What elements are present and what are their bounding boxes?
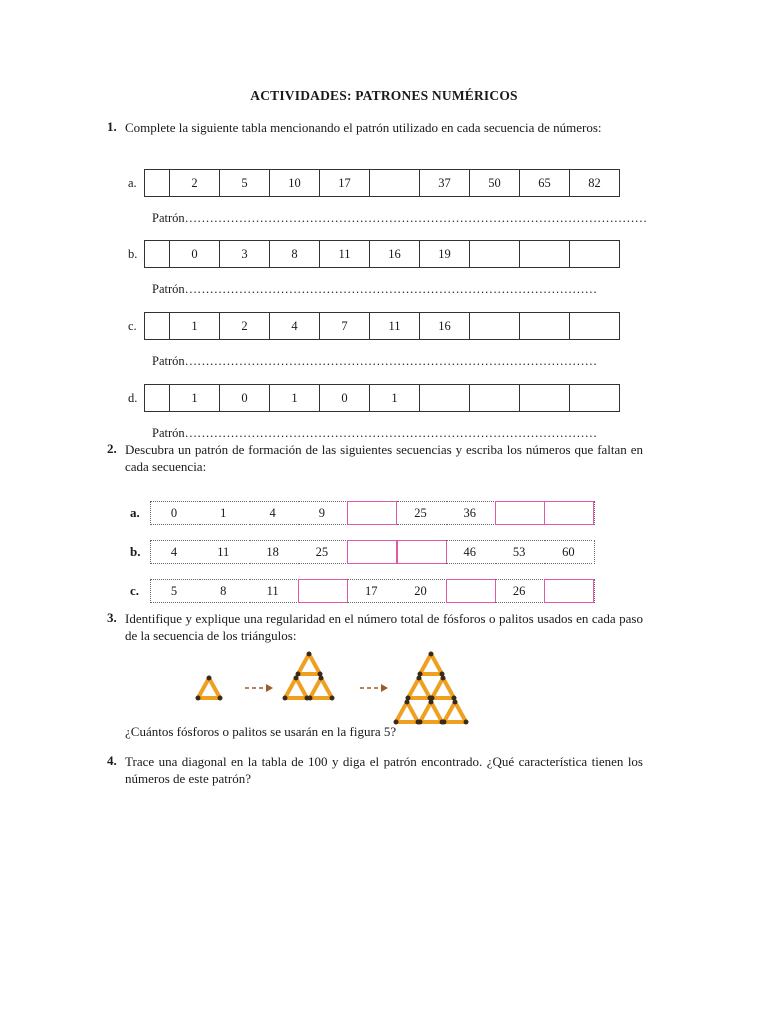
answer-box[interactable] xyxy=(347,540,397,564)
table-cell: 19 xyxy=(420,241,470,268)
row-border xyxy=(150,540,151,564)
sequence-label: a. xyxy=(130,505,140,520)
table-cell-blank xyxy=(145,385,170,412)
row-border xyxy=(150,579,151,603)
question-1-text: Complete la siguiente tabla mencionando el patrón utilizado en cada secuencia de números: xyxy=(125,120,602,135)
sequence-number: 46 xyxy=(446,540,494,564)
sequence-number: 26 xyxy=(495,579,543,603)
sequence-label: a. xyxy=(128,176,137,190)
dotted-line: ……………………………………………………………………………………… xyxy=(184,354,598,368)
sequence-number: 25 xyxy=(298,540,346,564)
question-1-number: 1. xyxy=(107,119,117,134)
table-cell-blank[interactable] xyxy=(520,385,570,412)
answer-box[interactable] xyxy=(544,501,594,525)
sequence-number: 8 xyxy=(199,579,247,603)
table-cell: 0 xyxy=(220,385,270,412)
table-cell-blank[interactable] xyxy=(470,241,520,268)
sequence-number: 0 xyxy=(150,501,198,525)
sequence-label: c. xyxy=(128,319,137,333)
sequence-label: c. xyxy=(130,583,140,598)
sequence-label: d. xyxy=(128,391,138,405)
dotted-line: ……………………………………………………………………………………… xyxy=(184,282,598,296)
table-cell: 5 xyxy=(220,170,270,197)
answer-box[interactable] xyxy=(397,540,447,564)
sequence-number: 4 xyxy=(150,540,198,564)
table-cell: 16 xyxy=(420,313,470,340)
question-2-number: 2. xyxy=(107,441,117,456)
table-cell: 50 xyxy=(470,170,520,197)
sequence-number: 11 xyxy=(199,540,247,564)
sequence-number: 20 xyxy=(397,579,445,603)
table-cell-blank[interactable] xyxy=(520,241,570,268)
table-cell: 1 xyxy=(170,313,220,340)
sequence-label: b. xyxy=(128,247,138,261)
table-cell: 17 xyxy=(320,170,370,197)
row-border xyxy=(594,579,595,603)
patron-label: Patrón xyxy=(152,426,185,440)
table-cell: 1 xyxy=(370,385,420,412)
sequence-number: 1 xyxy=(199,501,247,525)
table-cell: 10 xyxy=(270,170,320,197)
table-cell: 65 xyxy=(520,170,570,197)
table-cell: 1 xyxy=(170,385,220,412)
triangle-step-2 xyxy=(283,652,335,701)
table-cell-blank xyxy=(145,313,170,340)
answer-box[interactable] xyxy=(446,579,496,603)
table-cell: 11 xyxy=(320,241,370,268)
sequence-number: 25 xyxy=(397,501,445,525)
sequence-table xyxy=(144,384,620,412)
table-cell-blank xyxy=(145,170,170,197)
table-cell-blank xyxy=(145,241,170,268)
patron-answer-line[interactable] xyxy=(152,354,597,369)
question-3-followup: ¿Cuántos fósforos o palitos se usarán en la figura 5? xyxy=(125,724,397,739)
sequence-label: b. xyxy=(130,544,141,559)
table-cell: 11 xyxy=(370,313,420,340)
table-cell-blank[interactable] xyxy=(570,385,620,412)
arrow-icon xyxy=(245,684,273,692)
table-cell-blank[interactable] xyxy=(570,241,620,268)
table-cell: 4 xyxy=(270,313,320,340)
patron-label: Patrón xyxy=(152,211,185,225)
dotted-line: ……………………………………………………………………………………… xyxy=(184,426,598,440)
question-3-number: 3. xyxy=(107,610,117,625)
page-title: ACTIVIDADES: PATRONES NUMÉRICOS xyxy=(250,88,518,103)
sequence-row xyxy=(130,579,600,603)
question-2-text: Descubra un patrón de formación de las siguientes secuencias y escriba los números que faltan en cada secuencia: xyxy=(125,442,643,474)
dotted-line: ………………………………………………………………………………………………… xyxy=(184,211,648,225)
table-cell-blank[interactable] xyxy=(470,385,520,412)
answer-box[interactable] xyxy=(347,501,397,525)
table-cell-blank[interactable] xyxy=(570,313,620,340)
arrow-icon xyxy=(360,684,388,692)
table-cell: 2 xyxy=(220,313,270,340)
triangle-step-3 xyxy=(394,652,469,725)
sequence-row xyxy=(130,540,600,564)
answer-box[interactable] xyxy=(298,579,348,603)
question-4-number: 4. xyxy=(107,753,117,768)
sequence-number: 11 xyxy=(249,579,297,603)
answer-box[interactable] xyxy=(495,501,545,525)
patron-answer-line[interactable] xyxy=(152,426,597,441)
sequence-number: 9 xyxy=(298,501,346,525)
patron-answer-line[interactable] xyxy=(152,211,647,226)
table-cell: 0 xyxy=(170,241,220,268)
table-cell: 1 xyxy=(270,385,320,412)
table-cell: 37 xyxy=(420,170,470,197)
sequence-number: 36 xyxy=(446,501,494,525)
sequence-number: 17 xyxy=(347,579,395,603)
row-border xyxy=(594,501,595,525)
table-cell-blank[interactable] xyxy=(370,170,420,197)
table-cell: 3 xyxy=(220,241,270,268)
table-cell-blank[interactable] xyxy=(470,313,520,340)
table-cell: 16 xyxy=(370,241,420,268)
question-3-text: Identifique y explique una regularidad en el número total de fósforos o palitos usados en cada paso de la secuencia de los triángulos: xyxy=(125,611,643,643)
sequence-table xyxy=(144,169,620,197)
sequence-table xyxy=(144,312,620,340)
sequence-row xyxy=(130,501,600,525)
triangle-step-1 xyxy=(196,676,223,701)
matchstick-triangles-figure xyxy=(190,648,500,726)
sequence-number: 60 xyxy=(544,540,592,564)
patron-label: Patrón xyxy=(152,282,185,296)
patron-answer-line[interactable] xyxy=(152,282,597,297)
sequence-number: 53 xyxy=(495,540,543,564)
question-4-text: Trace una diagonal en la tabla de 100 y diga el patrón encontrado. ¿Qué característica tienen los números de este patrón? xyxy=(125,754,643,786)
table-cell-blank[interactable] xyxy=(420,385,470,412)
table-cell: 2 xyxy=(170,170,220,197)
answer-box[interactable] xyxy=(544,579,594,603)
table-cell: 7 xyxy=(320,313,370,340)
table-cell-blank[interactable] xyxy=(520,313,570,340)
sequence-table xyxy=(144,240,620,268)
row-border xyxy=(594,540,595,564)
sequence-number: 4 xyxy=(249,501,297,525)
table-cell: 0 xyxy=(320,385,370,412)
patron-label: Patrón xyxy=(152,354,185,368)
table-cell: 82 xyxy=(570,170,620,197)
row-border xyxy=(150,501,151,525)
table-cell: 8 xyxy=(270,241,320,268)
sequence-number: 18 xyxy=(249,540,297,564)
sequence-number: 5 xyxy=(150,579,198,603)
